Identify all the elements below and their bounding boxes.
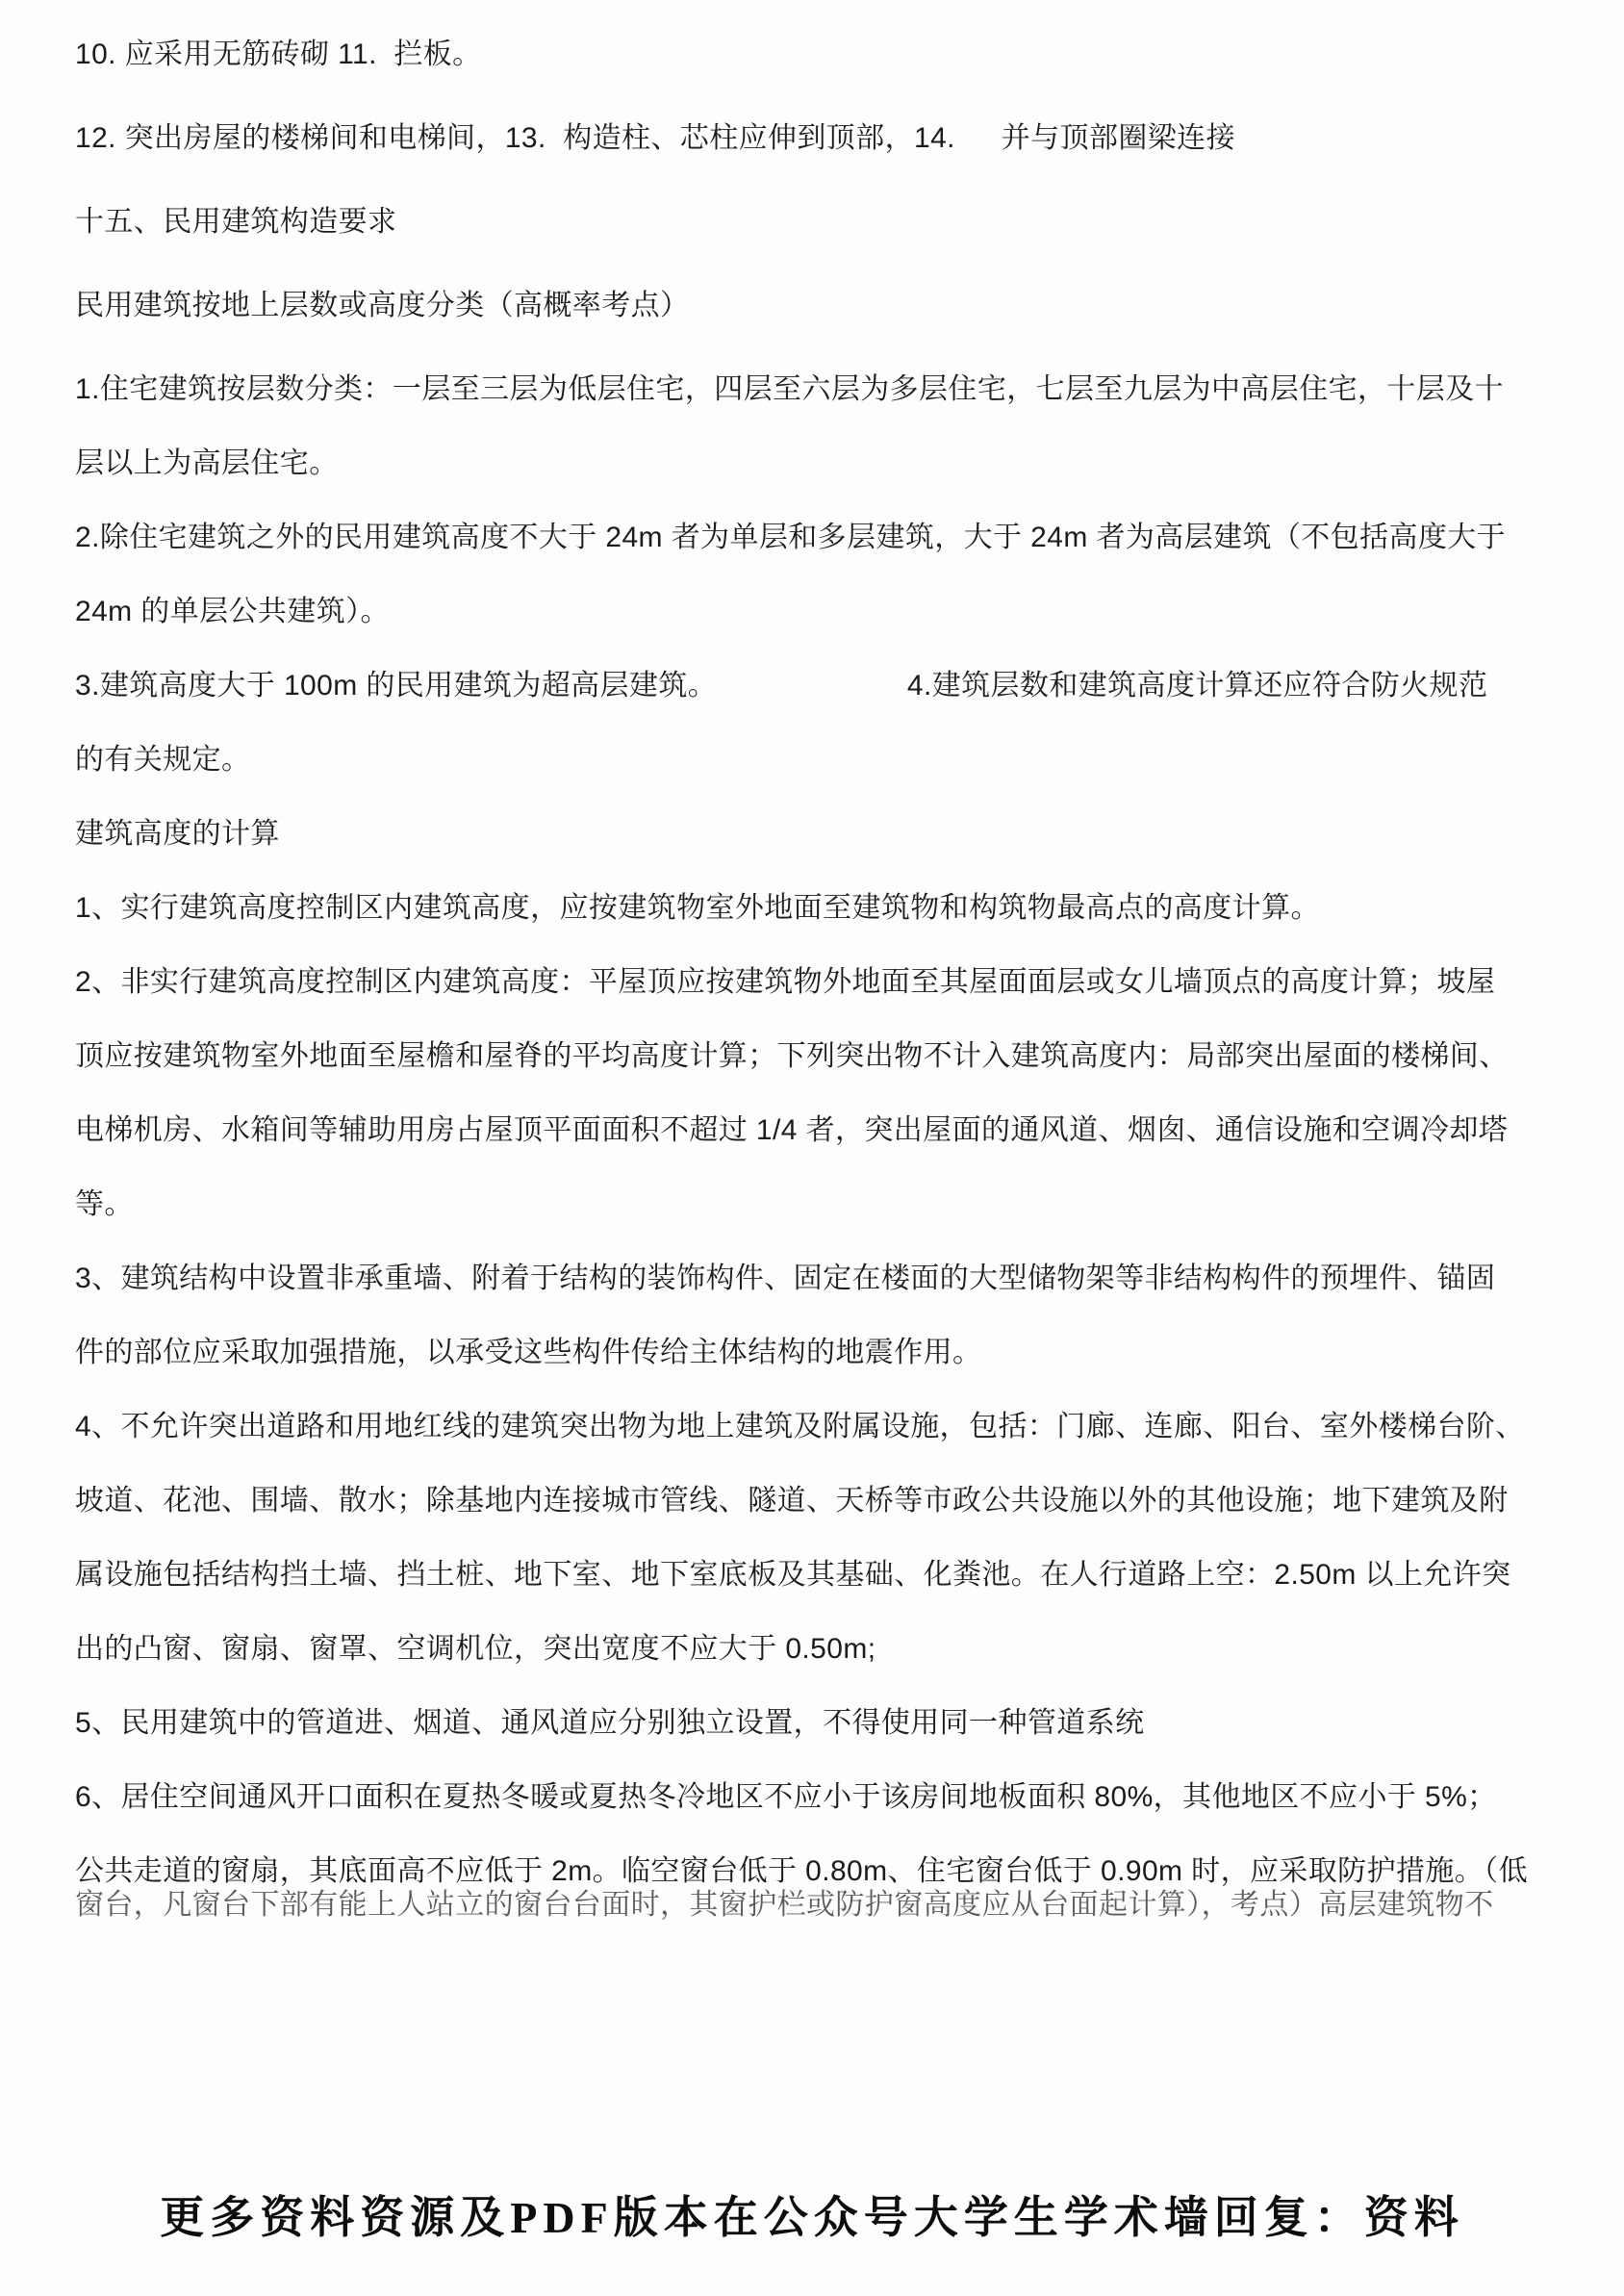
clipped-bottom-line-text: 窗台，凡窗台下部有能上人站立的窗台台面时，其窗护栏或防护窗高度应从台面起计算），考点）高层建筑物不	[75, 1889, 1494, 1921]
paragraph-item-12-14: 12. 突出房屋的楼梯间和电梯间，13. 构造柱、芯柱应伸到顶部，14. 并与顶部圈梁连接	[75, 122, 1235, 154]
footer-promo-text: 更多资料资源及PDF版本在公众号大学生学术墙回复：资料	[160, 2193, 1464, 2242]
paragraph-superhighrise-and-fire-code-line2: 的有关规定。	[75, 744, 251, 776]
paragraph-residential-classification-line2: 层以上为高层住宅。	[75, 447, 339, 479]
paragraph-nonresidential-height-line1: 2.除住宅建筑之外的民用建筑高度不大于 24m 者为单层和多层建筑，大于 24m 者为高层建筑（不包括高度大于	[75, 522, 1507, 553]
paragraph-height-calc-item2-line1: 2、非实行建筑高度控制区内建筑高度：平屋顶应按建筑物外地面至其屋面面层或女儿墙顶点的高度计算；坡屋	[75, 966, 1496, 998]
paragraph-height-calc-item4-line4: 出的凸窗、窗扇、窗罩、空调机位，突出宽度不应大于 0.50m;	[75, 1633, 876, 1665]
paragraph-height-calc-item4-line3: 属设施包括结构挡土墙、挡土桩、地下室、地下室底板及其基础、化粪池。在人行道路上空：2.50m 以上允许突	[75, 1559, 1511, 1591]
paragraph-residential-classification-line1: 1.住宅建筑按层数分类：一层至三层为低层住宅，四层至六层为多层住宅，七层至九层为中高层住宅，十层及十	[75, 373, 1505, 405]
section-heading-15: 十五、民用建筑构造要求	[75, 206, 397, 238]
paragraph-height-calc-item3-line1: 3、建筑结构中设置非承重墙、附着于结构的装饰构件、固定在楼面的大型储物架等非结构构件的预埋件、锚固	[75, 1263, 1496, 1294]
clipped-bottom-line	[75, 1889, 1549, 1939]
paragraph-item-10-11: 10. 应采用无筋砖砌 11. 拦板。	[75, 38, 482, 70]
paragraph-height-calc-item3-line2: 件的部位应采取加强措施，以承受这些构件传给主体结构的地震作用。	[75, 1337, 982, 1368]
paragraph-height-calc-item6-line2: 公共走道的窗扇，其底面高不应低于 2m。临空窗台低于 0.80m、住宅窗台低于 0.90m 时，应采取防护措施。（低	[75, 1855, 1528, 1887]
subsection-classification-note: 民用建筑按地上层数或高度分类（高概率考点）	[75, 290, 690, 321]
subsection-heading-height-calculation: 建筑高度的计算	[75, 818, 280, 850]
paragraph-height-calc-item2-line2: 顶应按建筑物室外地面至屋檐和屋脊的平均高度计算；下列突出物不计入建筑高度内：局部突出屋面的楼梯间、	[75, 1040, 1509, 1072]
paragraph-height-calc-item2-line4: 等。	[75, 1188, 134, 1220]
paragraph-height-calc-item5: 5、民用建筑中的管道进、烟道、通风道应分别独立设置，不得使用同一种管道系统	[75, 1707, 1145, 1739]
paragraph-height-calc-item6-line1: 6、居住空间通风开口面积在夏热冬暖或夏热冬冷地区不应小于该房间地板面积 80%，其他地区不应小于 5%；	[75, 1781, 1497, 1813]
document-body	[75, 0, 1549, 1939]
page-footer	[0, 2182, 1624, 2246]
paragraph-superhighrise-and-fire-code-line1: 3.建筑高度大于 100m 的民用建筑为超高层建筑。 4.建筑层数和建筑高度计算还应符合防火规范	[75, 670, 1488, 702]
paragraph-height-calc-item2-line3: 电梯机房、水箱间等辅助用房占屋顶平面面积不超过 1/4 者，突出屋面的通风道、烟囱、通信设施和空调冷却塔	[75, 1114, 1509, 1146]
paragraph-height-calc-item1: 1、实行建筑高度控制区内建筑高度，应按建筑物室外地面至建筑物和构筑物最高点的高度计算。	[75, 892, 1320, 924]
paragraph-nonresidential-height-line2: 24m 的单层公共建筑）。	[75, 596, 390, 627]
paragraph-height-calc-item4-line2: 坡道、花池、围墙、散水；除基地内连接城市管线、隧道、天桥等市政公共设施以外的其他设施；地下建筑及附	[75, 1485, 1509, 1517]
paragraph-height-calc-item4-line1: 4、不允许突出道路和用地红线的建筑突出物为地上建筑及附属设施，包括：门廊、连廊、阳台、室外楼梯台阶、	[75, 1411, 1525, 1442]
